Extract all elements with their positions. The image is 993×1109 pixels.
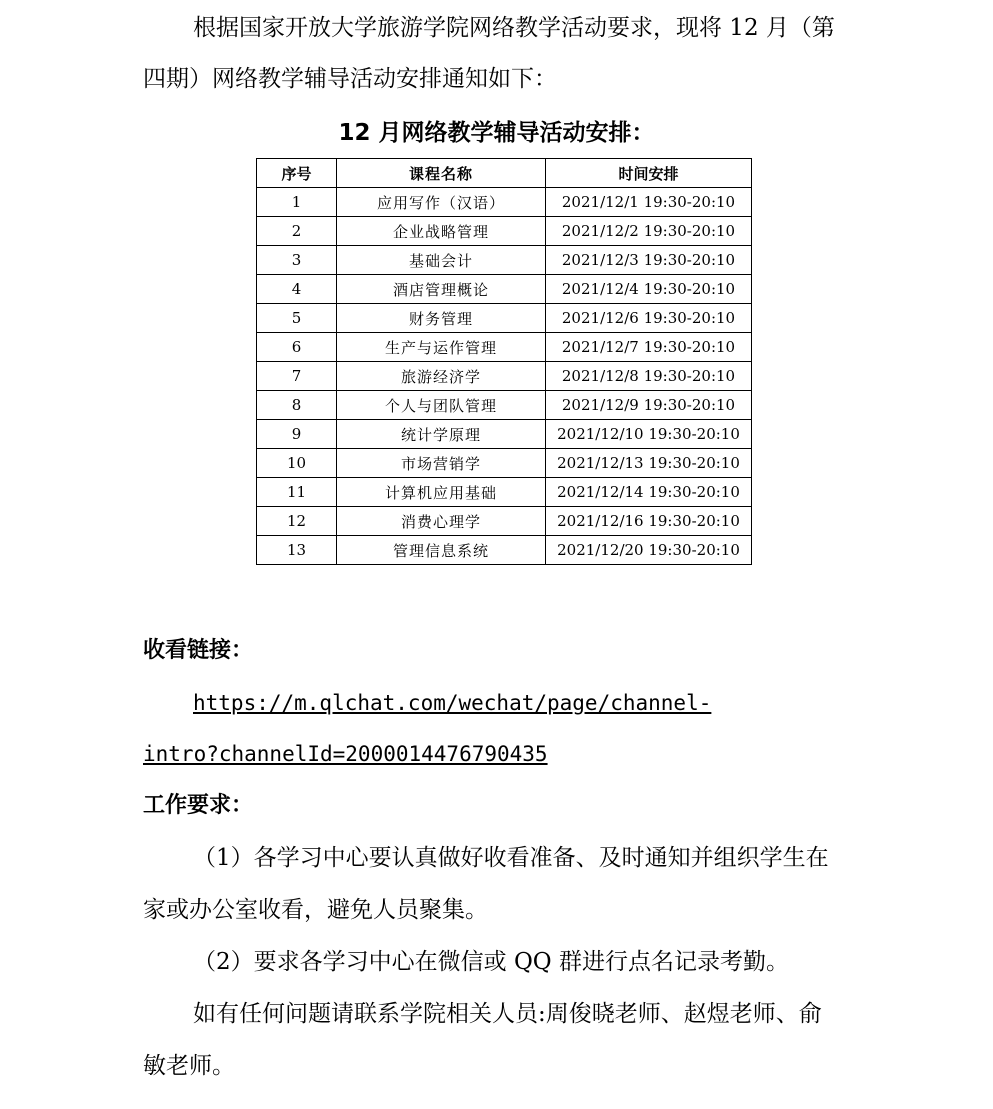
row-number: 5 — [257, 304, 337, 333]
row-number: 9 — [257, 420, 337, 449]
watch-link-part-2[interactable]: intro?channelId=2000014476790435 — [143, 742, 548, 766]
row-course: 应用写作（汉语） — [337, 188, 546, 217]
row-time: 2021/12/14 19:30-20:10 — [546, 478, 752, 507]
row-time: 2021/12/3 19:30-20:10 — [546, 246, 752, 275]
row-course: 酒店管理概论 — [337, 275, 546, 304]
row-course: 市场营销学 — [337, 449, 546, 478]
schedule-title: 12 月网络教学辅导活动安排： — [338, 120, 655, 146]
table-row — [257, 217, 752, 246]
row-course: 统计学原理 — [337, 420, 546, 449]
table-row — [257, 507, 752, 536]
table-row — [257, 275, 752, 304]
table-header-row — [257, 159, 752, 188]
row-time: 2021/12/20 19:30-20:10 — [546, 536, 752, 565]
table-row — [257, 391, 752, 420]
row-time: 2021/12/8 19:30-20:10 — [546, 362, 752, 391]
row-course: 生产与运作管理 — [337, 333, 546, 362]
row-number: 6 — [257, 333, 337, 362]
row-time: 2021/12/10 19:30-20:10 — [546, 420, 752, 449]
row-number: 11 — [257, 478, 337, 507]
intro-line-1: 根据国家开放大学旅游学院网络教学活动要求，现将 12 月（第 — [193, 15, 835, 41]
table-row — [257, 304, 752, 333]
row-number: 1 — [257, 188, 337, 217]
row-number: 4 — [257, 275, 337, 304]
contact-line-1: 如有任何问题请联系学院相关人员:周俊晓老师、赵煜老师、俞 — [193, 1001, 822, 1027]
row-time: 2021/12/16 19:30-20:10 — [546, 507, 752, 536]
row-course: 旅游经济学 — [337, 362, 546, 391]
requirements-heading: 工作要求： — [143, 793, 254, 818]
row-time: 2021/12/2 19:30-20:10 — [546, 217, 752, 246]
row-time: 2021/12/1 19:30-20:10 — [546, 188, 752, 217]
row-time: 2021/12/6 19:30-20:10 — [546, 304, 752, 333]
row-number: 3 — [257, 246, 337, 275]
table-row — [257, 420, 752, 449]
row-time: 2021/12/9 19:30-20:10 — [546, 391, 752, 420]
requirement-1-line-1: （1）各学习中心要认真做好收看准备、及时通知并组织学生在 — [193, 845, 829, 871]
row-time: 2021/12/4 19:30-20:10 — [546, 275, 752, 304]
schedule-table — [256, 158, 752, 565]
row-number: 7 — [257, 362, 337, 391]
header-number: 序号 — [257, 159, 337, 188]
row-number: 10 — [257, 449, 337, 478]
table-row — [257, 536, 752, 565]
requirement-1-line-2: 家或办公室收看，避免人员聚集。 — [143, 897, 488, 923]
row-course: 个人与团队管理 — [337, 391, 546, 420]
row-course: 基础会计 — [337, 246, 546, 275]
row-number: 8 — [257, 391, 337, 420]
row-course: 管理信息系统 — [337, 536, 546, 565]
header-course: 课程名称 — [337, 159, 546, 188]
table-row — [257, 333, 752, 362]
table-row — [257, 478, 752, 507]
table-row — [257, 188, 752, 217]
requirement-2: （2）要求各学习中心在微信或 QQ 群进行点名记录考勤。 — [193, 949, 789, 975]
contact-line-2: 敏老师。 — [143, 1053, 235, 1079]
row-number: 2 — [257, 217, 337, 246]
table-row — [257, 362, 752, 391]
watch-link-heading: 收看链接： — [143, 638, 254, 663]
row-time: 2021/12/13 19:30-20:10 — [546, 449, 752, 478]
header-time: 时间安排 — [546, 159, 752, 188]
table-row — [257, 449, 752, 478]
row-course: 消费心理学 — [337, 507, 546, 536]
row-number: 12 — [257, 507, 337, 536]
intro-line-2: 四期）网络教学辅导活动安排通知如下： — [143, 66, 557, 92]
table-row — [257, 246, 752, 275]
row-course: 企业战略管理 — [337, 217, 546, 246]
row-course: 计算机应用基础 — [337, 478, 546, 507]
row-course: 财务管理 — [337, 304, 546, 333]
row-time: 2021/12/7 19:30-20:10 — [546, 333, 752, 362]
row-number: 13 — [257, 536, 337, 565]
watch-link-part-1[interactable]: https://m.qlchat.com/wechat/page/channel- — [193, 691, 712, 715]
